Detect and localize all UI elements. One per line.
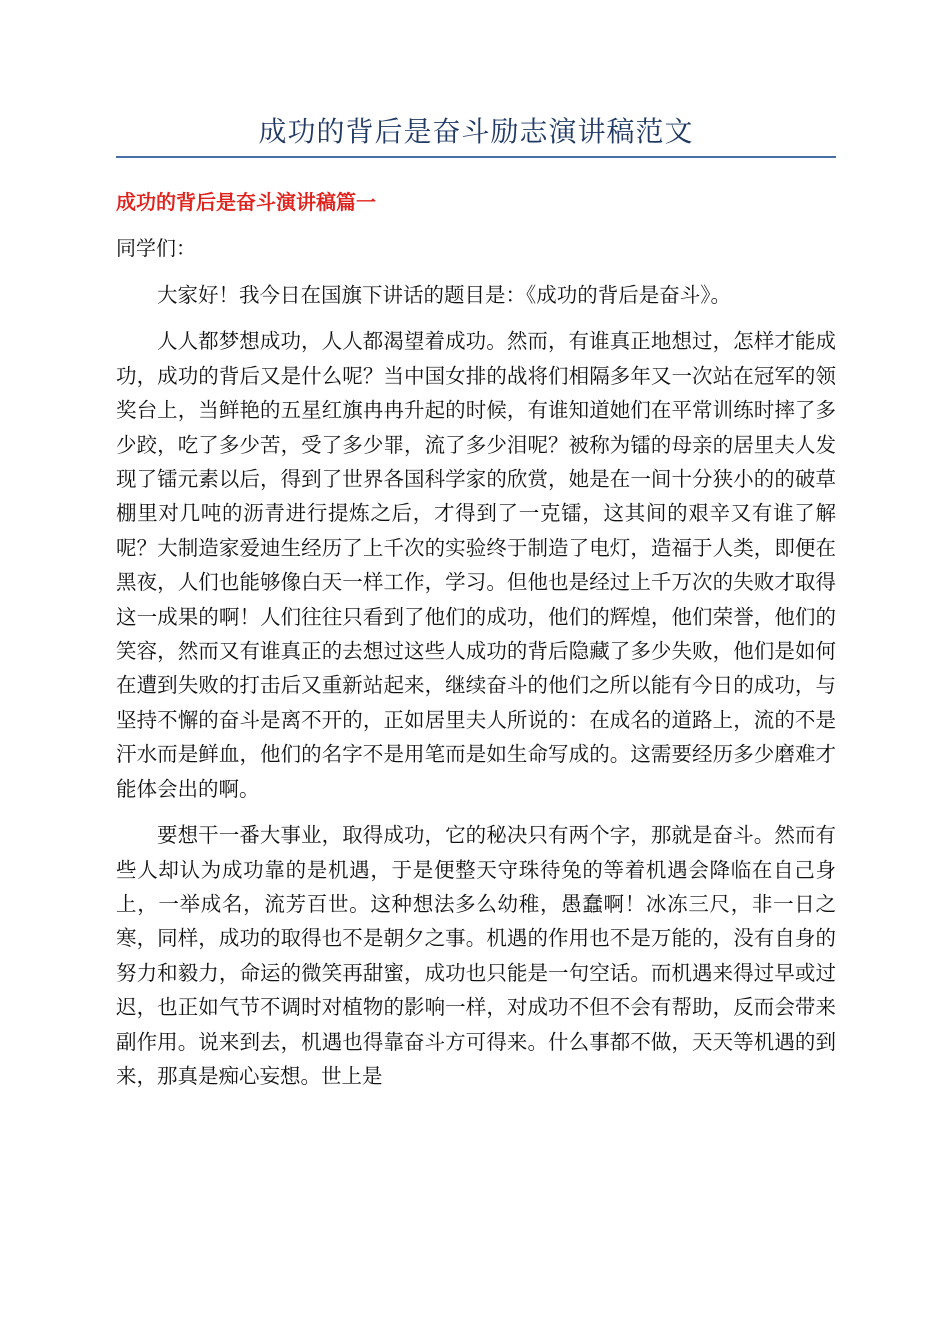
title-underline: [116, 156, 836, 158]
document-title: 成功的背后是奋斗励志演讲稿范文: [258, 115, 694, 148]
section-heading: 成功的背后是奋斗演讲稿篇一: [116, 190, 376, 214]
salutation: 同学们：: [116, 236, 196, 260]
paragraph-body-2: 要想干一番大事业，取得成功，它的秘决只有两个字，那就是奋斗。然而有些人却认为成功靠的是机遇，于是便整天守珠待兔的等着机遇会降临在自己身上，一举成名，流芳百世。这种想法多么幼稚，愚蠢啊！冰冻三尺，非一日之寒，同样，成功的取得也不是朝夕之事。机遇的作用也不是万能的，没有自身的努力和毅力，命运的微笑再甜蜜，成功也只能是一句空话。而机遇来得过早或过迟，也正如气节不调时对植物的影响一样，对成功不但不会有帮助，反而会带来副作用。说来到去，机遇也得靠奋斗方可得来。什么事都不做，天天等机遇的到来，那真是痴心妄想。世上是: [116, 823, 836, 1088]
paragraph-body-1: 人人都梦想成功，人人都渴望着成功。然而，有谁真正地想过，怎样才能成功，成功的背后又是什么呢？当中国女排的战将们相隔多年又一次站在冠军的领奖台上，当鲜艳的五星红旗冉冉升起的时候，有谁知道她们在平常训练时摔了多少跤，吃了多少苦，受了多少罪，流了多少泪呢？被称为镭的母亲的居里夫人发现了镭元素以后，得到了世界各国科学家的欣赏，她是在一间十分狭小的的破草棚里对几吨的沥青进行提炼之后，才得到了一克镭，这其间的艰辛又有谁了解呢？大制造家爱迪生经历了上千次的实验终于制造了电灯，造福于人类，即便在黑夜，人们也能够像白天一样工作，学习。但他也是经过上千万次的失败才取得这一成果的啊！人们往往只看到了他们的成功，他们的辉煌，他们荣誉，他们的笑容，然而又有谁真正的去想过这些人成功的背后隐藏了多少失败，他们是如何在遭到失败的打击后又重新站起来，继续奋斗的他们之所以能有今日的成功，与坚持不懈的奋斗是离不开的，正如居里夫人所说的：在成名的道路上，流的不是汗水而是鲜血，他们的名字不是用笔而是如生命写成的。这需要经历多少磨难才能体会出的啊。: [116, 329, 836, 801]
paragraph-greeting: 大家好！我今日在国旗下讲话的题目是：《成功的背后是奋斗》。: [157, 283, 731, 307]
document-page: [116, 112, 836, 1093]
